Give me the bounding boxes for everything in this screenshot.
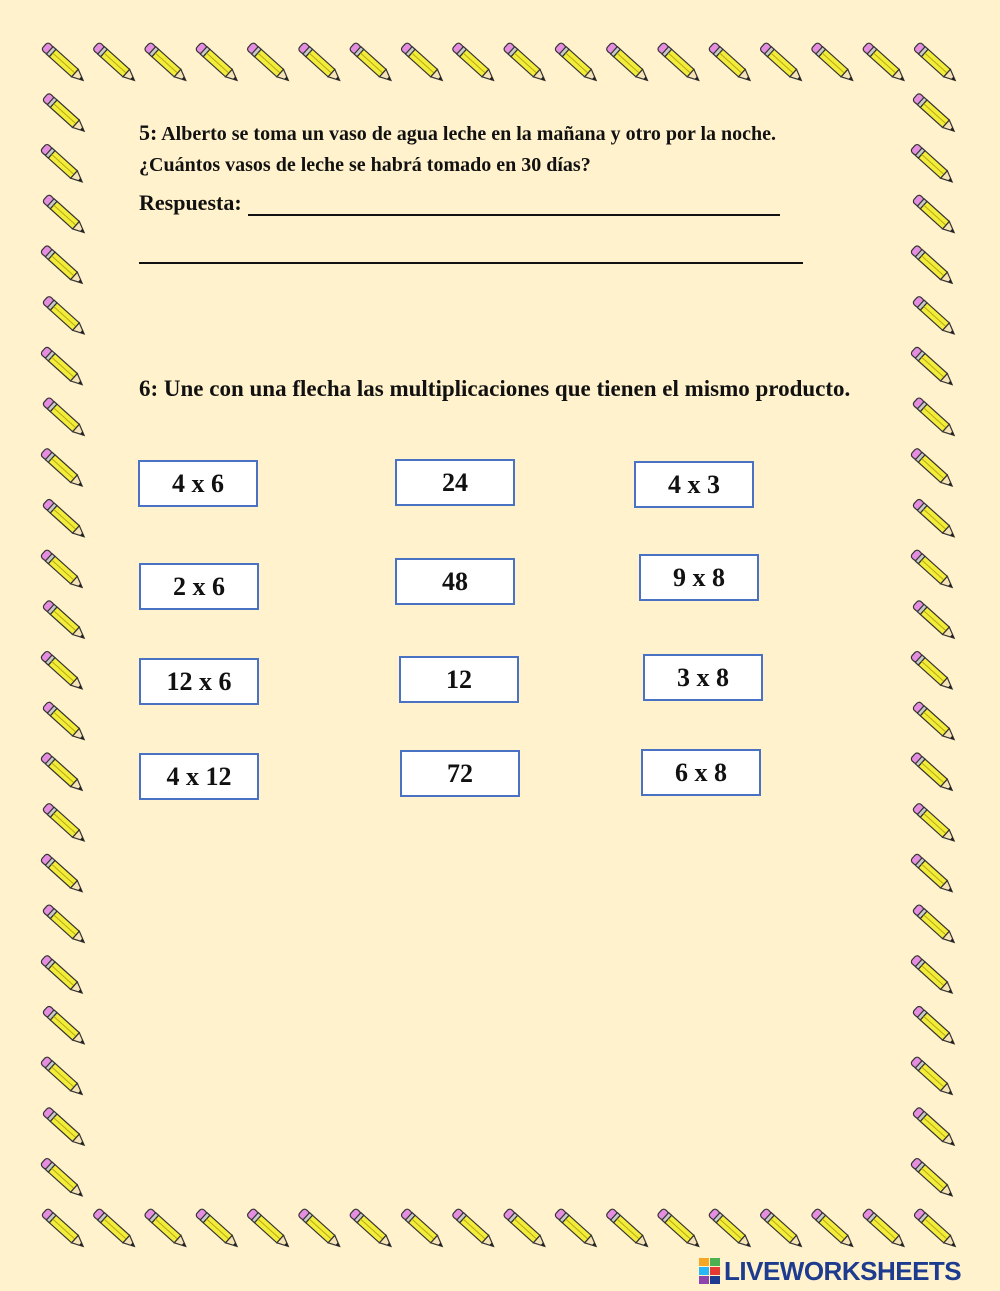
pencil-icon — [92, 1208, 137, 1250]
pencil-icon — [910, 1056, 955, 1098]
pencil-icon — [92, 42, 137, 84]
question-6: 6: Une con una flecha las multiplicaciones que tienen el mismo producto. — [139, 376, 851, 401]
pencil-icon — [811, 42, 856, 84]
pencil-icon — [42, 295, 87, 337]
pencil-icon — [40, 1157, 85, 1199]
match-box[interactable]: 2 x 6 — [139, 563, 259, 610]
pencil-icon — [42, 498, 87, 540]
pencil-icon — [605, 1208, 650, 1250]
match-box[interactable]: 3 x 8 — [643, 654, 763, 701]
pencil-icon — [40, 955, 85, 997]
pencil-icon — [40, 752, 85, 794]
question-5 — [139, 117, 839, 181]
answer-blank-2[interactable] — [139, 262, 803, 264]
match-box[interactable]: 6 x 8 — [641, 749, 761, 796]
pencil-icon — [910, 143, 955, 185]
pencil-icon — [910, 448, 955, 490]
pencil-icon — [40, 448, 85, 490]
pencil-icon — [912, 295, 957, 337]
pencil-icon — [862, 42, 907, 84]
pencil-icon — [910, 955, 955, 997]
pencil-icon — [708, 1208, 753, 1250]
pencil-icon — [42, 1005, 87, 1047]
answer-label: Respuesta: — [139, 190, 242, 215]
pencil-icon — [42, 397, 87, 439]
pencil-icon — [657, 1208, 702, 1250]
pencil-icon — [42, 904, 87, 946]
pencil-icon — [42, 701, 87, 743]
pencil-icon — [910, 853, 955, 895]
pencil-icon — [912, 1005, 957, 1047]
pencil-icon — [195, 42, 240, 84]
pencil-icon — [298, 1208, 343, 1250]
pencil-icon — [503, 1208, 548, 1250]
pencil-icon — [349, 42, 394, 84]
liveworksheets-logo-icon — [699, 1258, 721, 1284]
pencil-icon — [400, 1208, 445, 1250]
pencil-icon — [759, 42, 804, 84]
match-box[interactable]: 4 x 3 — [634, 461, 754, 508]
pencil-icon — [144, 1208, 189, 1250]
pencil-icon — [42, 194, 87, 236]
pencil-icon — [298, 42, 343, 84]
pencil-icon — [910, 650, 955, 692]
pencil-icon — [40, 650, 85, 692]
pencil-icon — [912, 802, 957, 844]
pencil-icon — [195, 1208, 240, 1250]
pencil-icon — [41, 42, 86, 84]
pencil-icon — [40, 245, 85, 287]
pencil-icon — [40, 549, 85, 591]
pencil-icon — [910, 549, 955, 591]
pencil-icon — [40, 346, 85, 388]
pencil-icon — [42, 802, 87, 844]
question-5-number: 5: — [139, 120, 158, 145]
pencil-icon — [40, 143, 85, 185]
pencil-icon — [910, 1157, 955, 1199]
pencil-icon — [42, 93, 87, 135]
pencil-icon — [40, 853, 85, 895]
pencil-icon — [862, 1208, 907, 1250]
pencil-icon — [759, 1208, 804, 1250]
pencil-icon — [910, 752, 955, 794]
pencil-icon — [912, 93, 957, 135]
pencil-icon — [912, 194, 957, 236]
answer-blank[interactable] — [248, 190, 780, 216]
pencil-icon — [42, 600, 87, 642]
pencil-icon — [708, 42, 753, 84]
match-box[interactable]: 12 — [399, 656, 519, 703]
pencil-icon — [554, 1208, 599, 1250]
pencil-icon — [912, 498, 957, 540]
pencil-icon — [811, 1208, 856, 1250]
question-5-text: Alberto se toma un vaso de agua leche en la mañana y otro por la noche. ¿Cuántos vasos de leche se habrá tomado en 30 días? — [139, 123, 777, 176]
match-box[interactable]: 24 — [395, 459, 515, 506]
pencil-icon — [349, 1208, 394, 1250]
pencil-icon — [503, 42, 548, 84]
pencil-icon — [452, 42, 497, 84]
match-box[interactable]: 4 x 6 — [138, 460, 258, 507]
match-box[interactable]: 4 x 12 — [139, 753, 259, 800]
pencil-icon — [246, 1208, 291, 1250]
pencil-icon — [912, 397, 957, 439]
pencil-icon — [246, 42, 291, 84]
match-box[interactable]: 12 x 6 — [139, 658, 259, 705]
pencil-icon — [41, 1208, 86, 1250]
match-box[interactable]: 48 — [395, 558, 515, 605]
pencil-icon — [910, 245, 955, 287]
pencil-icon — [400, 42, 445, 84]
pencil-icon — [144, 42, 189, 84]
answer-line — [139, 190, 780, 216]
pencil-icon — [452, 1208, 497, 1250]
pencil-icon — [912, 1107, 957, 1149]
pencil-icon — [913, 1208, 958, 1250]
pencil-icon — [605, 42, 650, 84]
pencil-icon — [40, 1056, 85, 1098]
match-box[interactable]: 72 — [400, 750, 520, 797]
match-box[interactable]: 9 x 8 — [639, 554, 759, 601]
pencil-icon — [913, 42, 958, 84]
pencil-icon — [912, 600, 957, 642]
logo-text: LIVEWORKSHEETS — [724, 1255, 962, 1286]
pencil-icon — [657, 42, 702, 84]
pencil-icon — [554, 42, 599, 84]
pencil-icon — [912, 701, 957, 743]
pencil-icon — [42, 1107, 87, 1149]
pencil-icon — [912, 904, 957, 946]
liveworksheets-logo — [699, 1256, 961, 1286]
pencil-icon — [910, 346, 955, 388]
